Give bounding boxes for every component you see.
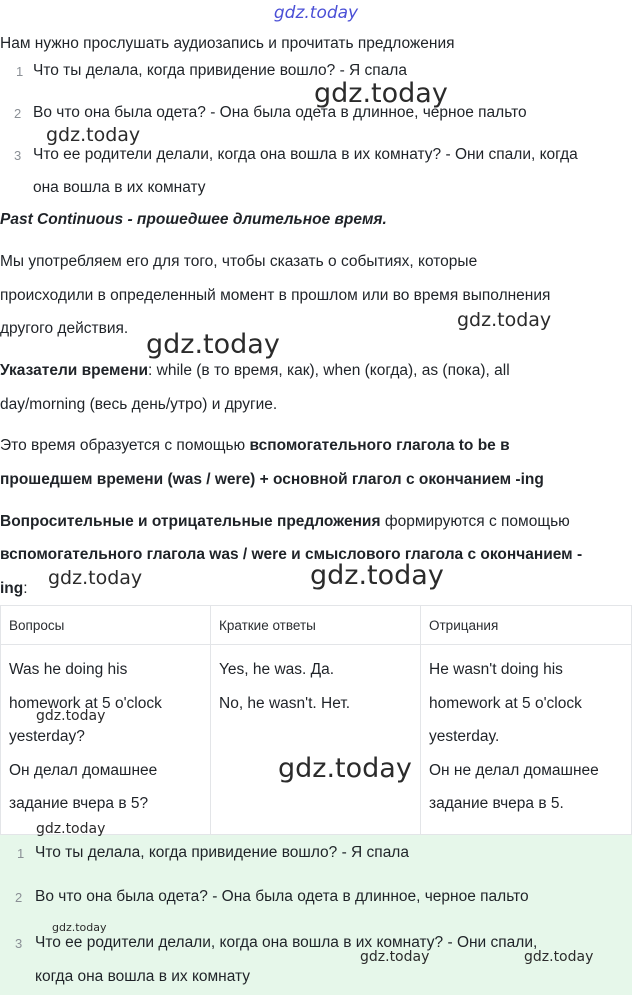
watermark: gdz.today [36, 708, 106, 724]
paragraph-line-1: Мы употребляем его для того, чтобы сказать о событиях, которые [0, 253, 478, 270]
questions-para-line-2 [0, 545, 582, 565]
time-markers-text: : while (в то время, как), when (когда), as (пока), all [148, 362, 510, 379]
cell-line: Yes, he was. Да. [219, 661, 335, 678]
table-header-questions: Вопросы [1, 606, 211, 645]
cell-line: homework at 5 o'clock [429, 694, 582, 712]
watermark: gdz.today [278, 753, 412, 784]
table-header-short-answers: Краткие ответы [211, 606, 421, 645]
cell-line: He wasn't doing his [429, 661, 563, 678]
list1-item-3-line1: Что ее родители делали, когда она вошла в их комнату? - Они спали, когда [33, 146, 578, 163]
table-cell-questions [1, 645, 211, 835]
table-cell-negations [421, 645, 632, 835]
watermark: gdz.today [314, 78, 448, 109]
cell-line: задание вчера в 5. [429, 795, 564, 812]
watermark: gdz.today [310, 560, 444, 591]
list1-number-2: 2 [14, 106, 22, 121]
formation-line-1 [0, 436, 510, 456]
cell-line: yesterday? [9, 728, 85, 745]
table-row [1, 645, 632, 835]
watermark: gdz.today [524, 949, 594, 965]
watermark: gdz.today [46, 124, 141, 146]
list2-number-1: 1 [17, 846, 25, 861]
questions-para-line-3 [0, 579, 28, 599]
watermark: gdz.today [146, 329, 280, 360]
formation-line-2 [0, 470, 544, 490]
watermark: gdz.today [360, 949, 430, 965]
time-markers-label: Указатели времени [0, 362, 149, 379]
formation-bold-1: вспомогательного глагола to be в [249, 437, 510, 454]
formation-bold-2: прошедшем времени (was / were) + основной глагол с окончанием -ing [0, 471, 544, 488]
list2-item-1: Что ты делала, когда привидение вошло? - Я спала [35, 844, 409, 861]
top-watermark: gdz.today [273, 3, 359, 23]
cell-line: задание вчера в 5? [9, 795, 149, 812]
table-header-row [1, 606, 632, 645]
table-cell-short-answers [211, 645, 421, 835]
questions-para-rest: формируются с помощью [380, 513, 570, 530]
formation-prefix: Это время образуется с помощью [0, 437, 250, 454]
cell-line: Он не делал домашнее [429, 761, 599, 779]
questions-para-bold-3: ing [0, 580, 24, 597]
table-header-negations: Отрицания [421, 606, 632, 645]
time-markers-line-1 [0, 361, 510, 381]
list2-item-3-line2: когда она вошла в их комнату [35, 968, 251, 985]
cell-line: Was he doing his [9, 661, 128, 678]
list1-item-2: Во что она была одета? - Она была одета в длинное, черное пальто [33, 104, 527, 121]
list1-number-1: 1 [16, 64, 24, 79]
list1-item-3-line2: она вошла в их комнату [33, 179, 206, 196]
list2-item-2: Во что она была одета? - Она была одета в длинное, черное пальто [35, 888, 529, 905]
section-heading: Past Continuous - прошедшее длительное время. [0, 211, 387, 228]
list2-number-3: 3 [15, 936, 23, 951]
watermark: gdz.today [36, 821, 106, 837]
list2-number-2: 2 [15, 890, 23, 905]
cell-line: homework at 5 o'clock [9, 694, 162, 712]
questions-para-colon: : [23, 580, 28, 597]
watermark: gdz.today [48, 567, 143, 589]
time-markers-line-2: day/morning (весь день/утро) и другие. [0, 396, 278, 413]
list1-number-3: 3 [14, 148, 22, 163]
cell-line: No, he wasn't. Нет. [219, 694, 351, 712]
questions-para-bold: Вопросительные и отрицательные предложения [0, 513, 381, 530]
list2-item-3-line1: Что ее родители делали, когда она вошла в их комнату? - Они спали, [35, 934, 538, 951]
watermark: gdz.today [457, 309, 552, 331]
cell-line: Он делал домашнее [9, 761, 158, 779]
watermark: gdz.today [52, 921, 107, 934]
list1-item-1: Что ты делала, когда привидение вошло? - Я спала [33, 62, 407, 79]
paragraph-line-3: другого действия. [0, 320, 129, 337]
paragraph-line-2: происходили в определенный момент в прошлом или во время выполнения [0, 287, 551, 304]
intro-text: Нам нужно прослушать аудиозапись и прочитать предложения [0, 35, 455, 52]
questions-para-line-1 [0, 512, 570, 532]
cell-line: yesterday. [429, 728, 500, 745]
questions-para-bold-2: вспомогательного глагола was / were и смыслового глагола с окончанием - [0, 546, 583, 563]
